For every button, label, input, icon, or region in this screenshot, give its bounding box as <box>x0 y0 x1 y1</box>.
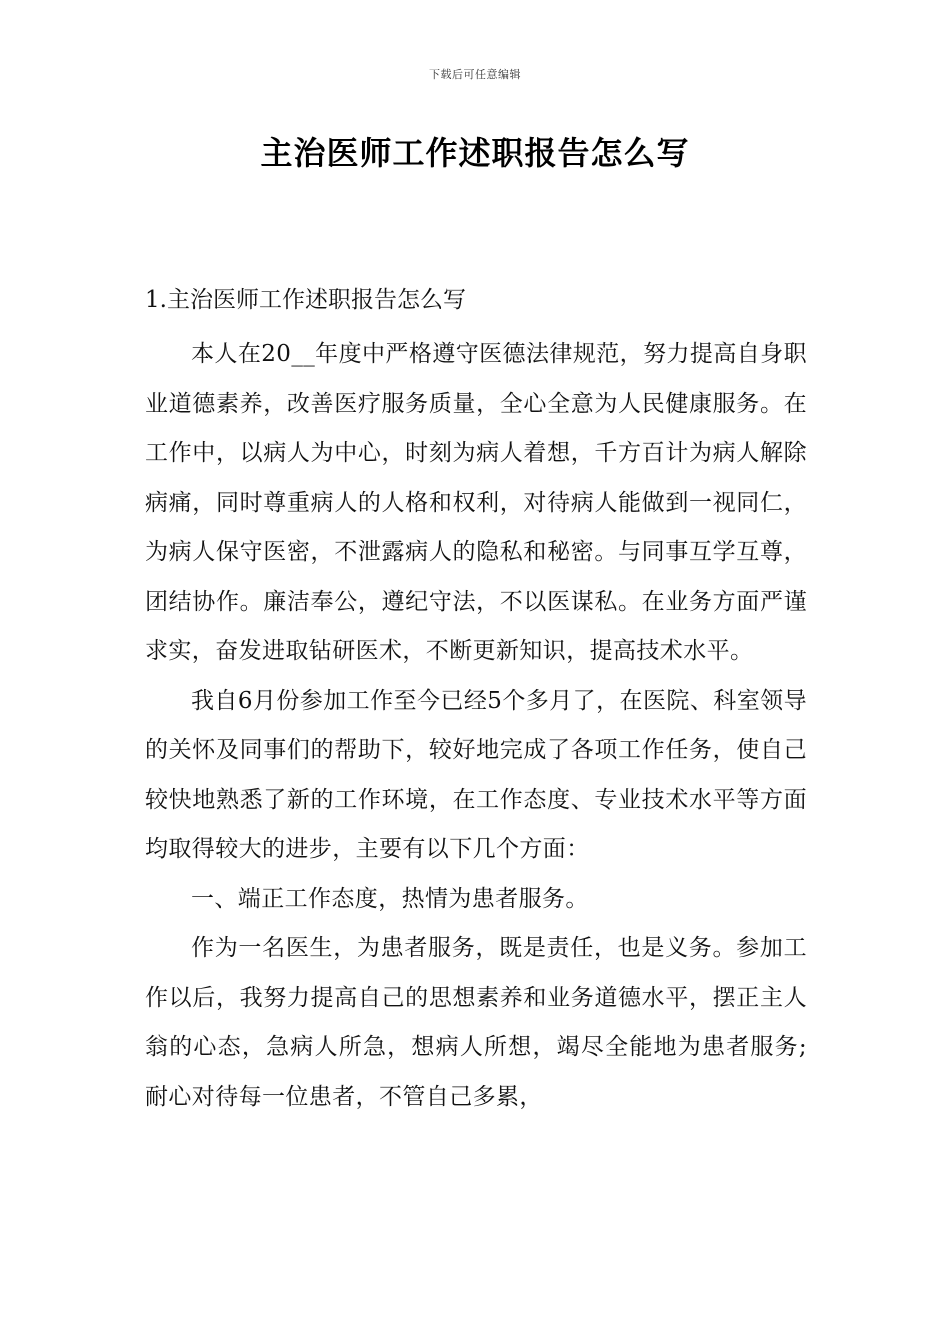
paragraph: 作为一名医生，为患者服务，既是责任，也是义务。参加工作以后，我努力提高自己的思想素养和业务道德水平，摆正主人翁的心态，急病人所急，想病人所想，竭尽全能地为患者服务;耐心对待每一位患者，不管自己多累， <box>145 935 807 1110</box>
document-body <box>145 281 807 1122</box>
subheading-paragraph: 一、端正工作态度，热情为患者服务。 <box>191 885 589 912</box>
paragraph: 我自6月份参加工作至今已经5个多月了，在医院、科室领导的关怀及同事们的帮助下，较好地完成了各项工作任务，使自己较快地熟悉了新的工作环境，在工作态度、专业技术水平等方面均取得较大的进步，主要有以下几个方面： <box>145 687 807 862</box>
document-title: 主治医师工作述职报告怎么写 <box>260 134 690 172</box>
paragraph: 本人在20__年度中严格遵守医德法律规范，努力提高自身职业道德素养，改善医疗服务质量，全心全意为人民健康服务。在工作中，以病人为中心，时刻为病人着想，千方百计为病人解除病痛，同时尊重病人的人格和权利，对待病人能做到一视同仁，为病人保守医密，不泄露病人的隐私和秘密。与同事互学互尊，团结协作。廉洁奉公，遵纪守法，不以医谋私。在业务方面严谨求实，奋发进取钻研医术，不断更新知识，提高技术水平。 <box>145 341 807 664</box>
section-heading: 1.主治医师工作述职报告怎么写 <box>145 287 466 313</box>
header-note: 下载后可任意编辑 <box>429 68 521 81</box>
